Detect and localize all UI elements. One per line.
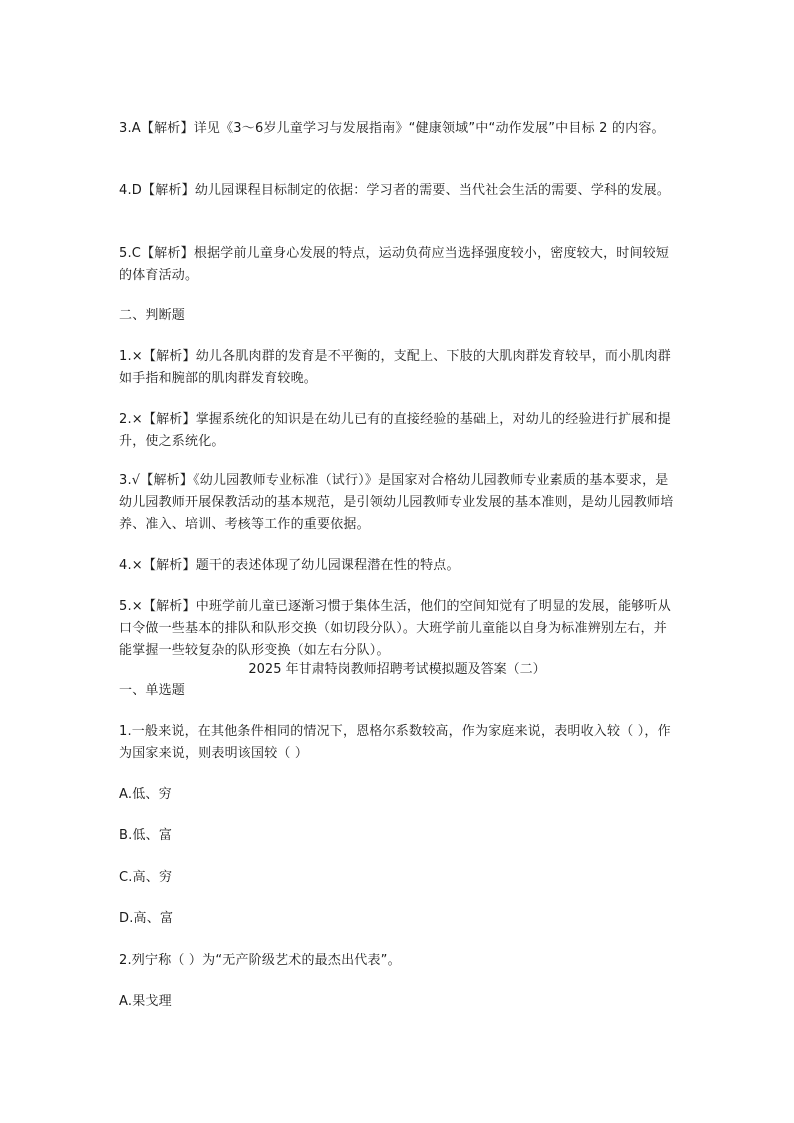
answer-3-analysis: 3.A【解析】详见《3～6岁儿童学习与发展指南》“健康领域”中“动作发展”中目标 2 的内容。 — [119, 121, 665, 136]
answer-4-analysis: 4.D【解析】幼儿园课程目标制定的依据：学习者的需要、当代社会生活的需要、学科的发展。 — [119, 183, 671, 198]
judge-answer-1: 1.×【解析】幼儿各肌肉群的发育是不平衡的，支配上、下肢的大肌肉群发育较早，而小肌肉群如手指和腕部的肌肉群发育较晚。 — [119, 349, 671, 386]
question-2-stem: 2.列宁称（ ）为“无产阶级艺术的最杰出代表”。 — [119, 953, 401, 968]
question-1-stem: 1.一般来说，在其他条件相同的情况下，恩格尔系数较高，作为家庭来说，表明收入较（ ），作为国家来说，则表明该国较（ ） — [119, 724, 671, 761]
judge-answer-2: 2.×【解析】掌握系统化的知识是在幼儿已有的直接经验的基础上，对幼儿的经验进行扩展和提升，使之系统化。 — [119, 412, 671, 449]
question-1-option-d: D.高、富 — [119, 911, 174, 926]
judge-answer-3: 3.√【解析】《幼儿园教师专业标准（试行）》是国家对合格幼儿园教师专业素质的基本要求，是幼儿园教师开展保教活动的基本规范，是引领幼儿园教师专业发展的基本准则，是幼儿园教师培养、准入、培训、考核等工作的重要依据。 — [119, 473, 674, 532]
judge-answer-5: 5.×【解析】中班学前儿童已逐渐习惯于集体生活，他们的空间知觉有了明显的发展，能够听从口令做一些基本的排队和队形交换（如切段分队）。大班学前儿童能以自身为标准辨别左右，并能掌握一些较复杂的队形变换（如左右分队）。 — [119, 599, 671, 658]
question-1-option-c: C.高、穷 — [119, 870, 173, 885]
judge-answer-4: 4.×【解析】题干的表述体现了幼儿园课程潜在性的特点。 — [119, 558, 460, 573]
question-1-option-a: A.低、穷 — [119, 787, 172, 802]
question-1-option-b: B.低、富 — [119, 828, 173, 843]
section-heading-judge: 二、判断题 — [119, 308, 186, 323]
question-2-option-a: A.果戈理 — [119, 994, 172, 1009]
answer-5-analysis: 5.C【解析】根据学前儿童身心发展的特点，运动负荷应当选择强度较小，密度较大，时间较短的体育活动。 — [119, 246, 670, 283]
exam-title: 2025 年甘肃特岗教师招聘考试模拟题及答案（二） — [248, 662, 546, 677]
section-heading-single: 一、单选题 — [119, 683, 186, 698]
